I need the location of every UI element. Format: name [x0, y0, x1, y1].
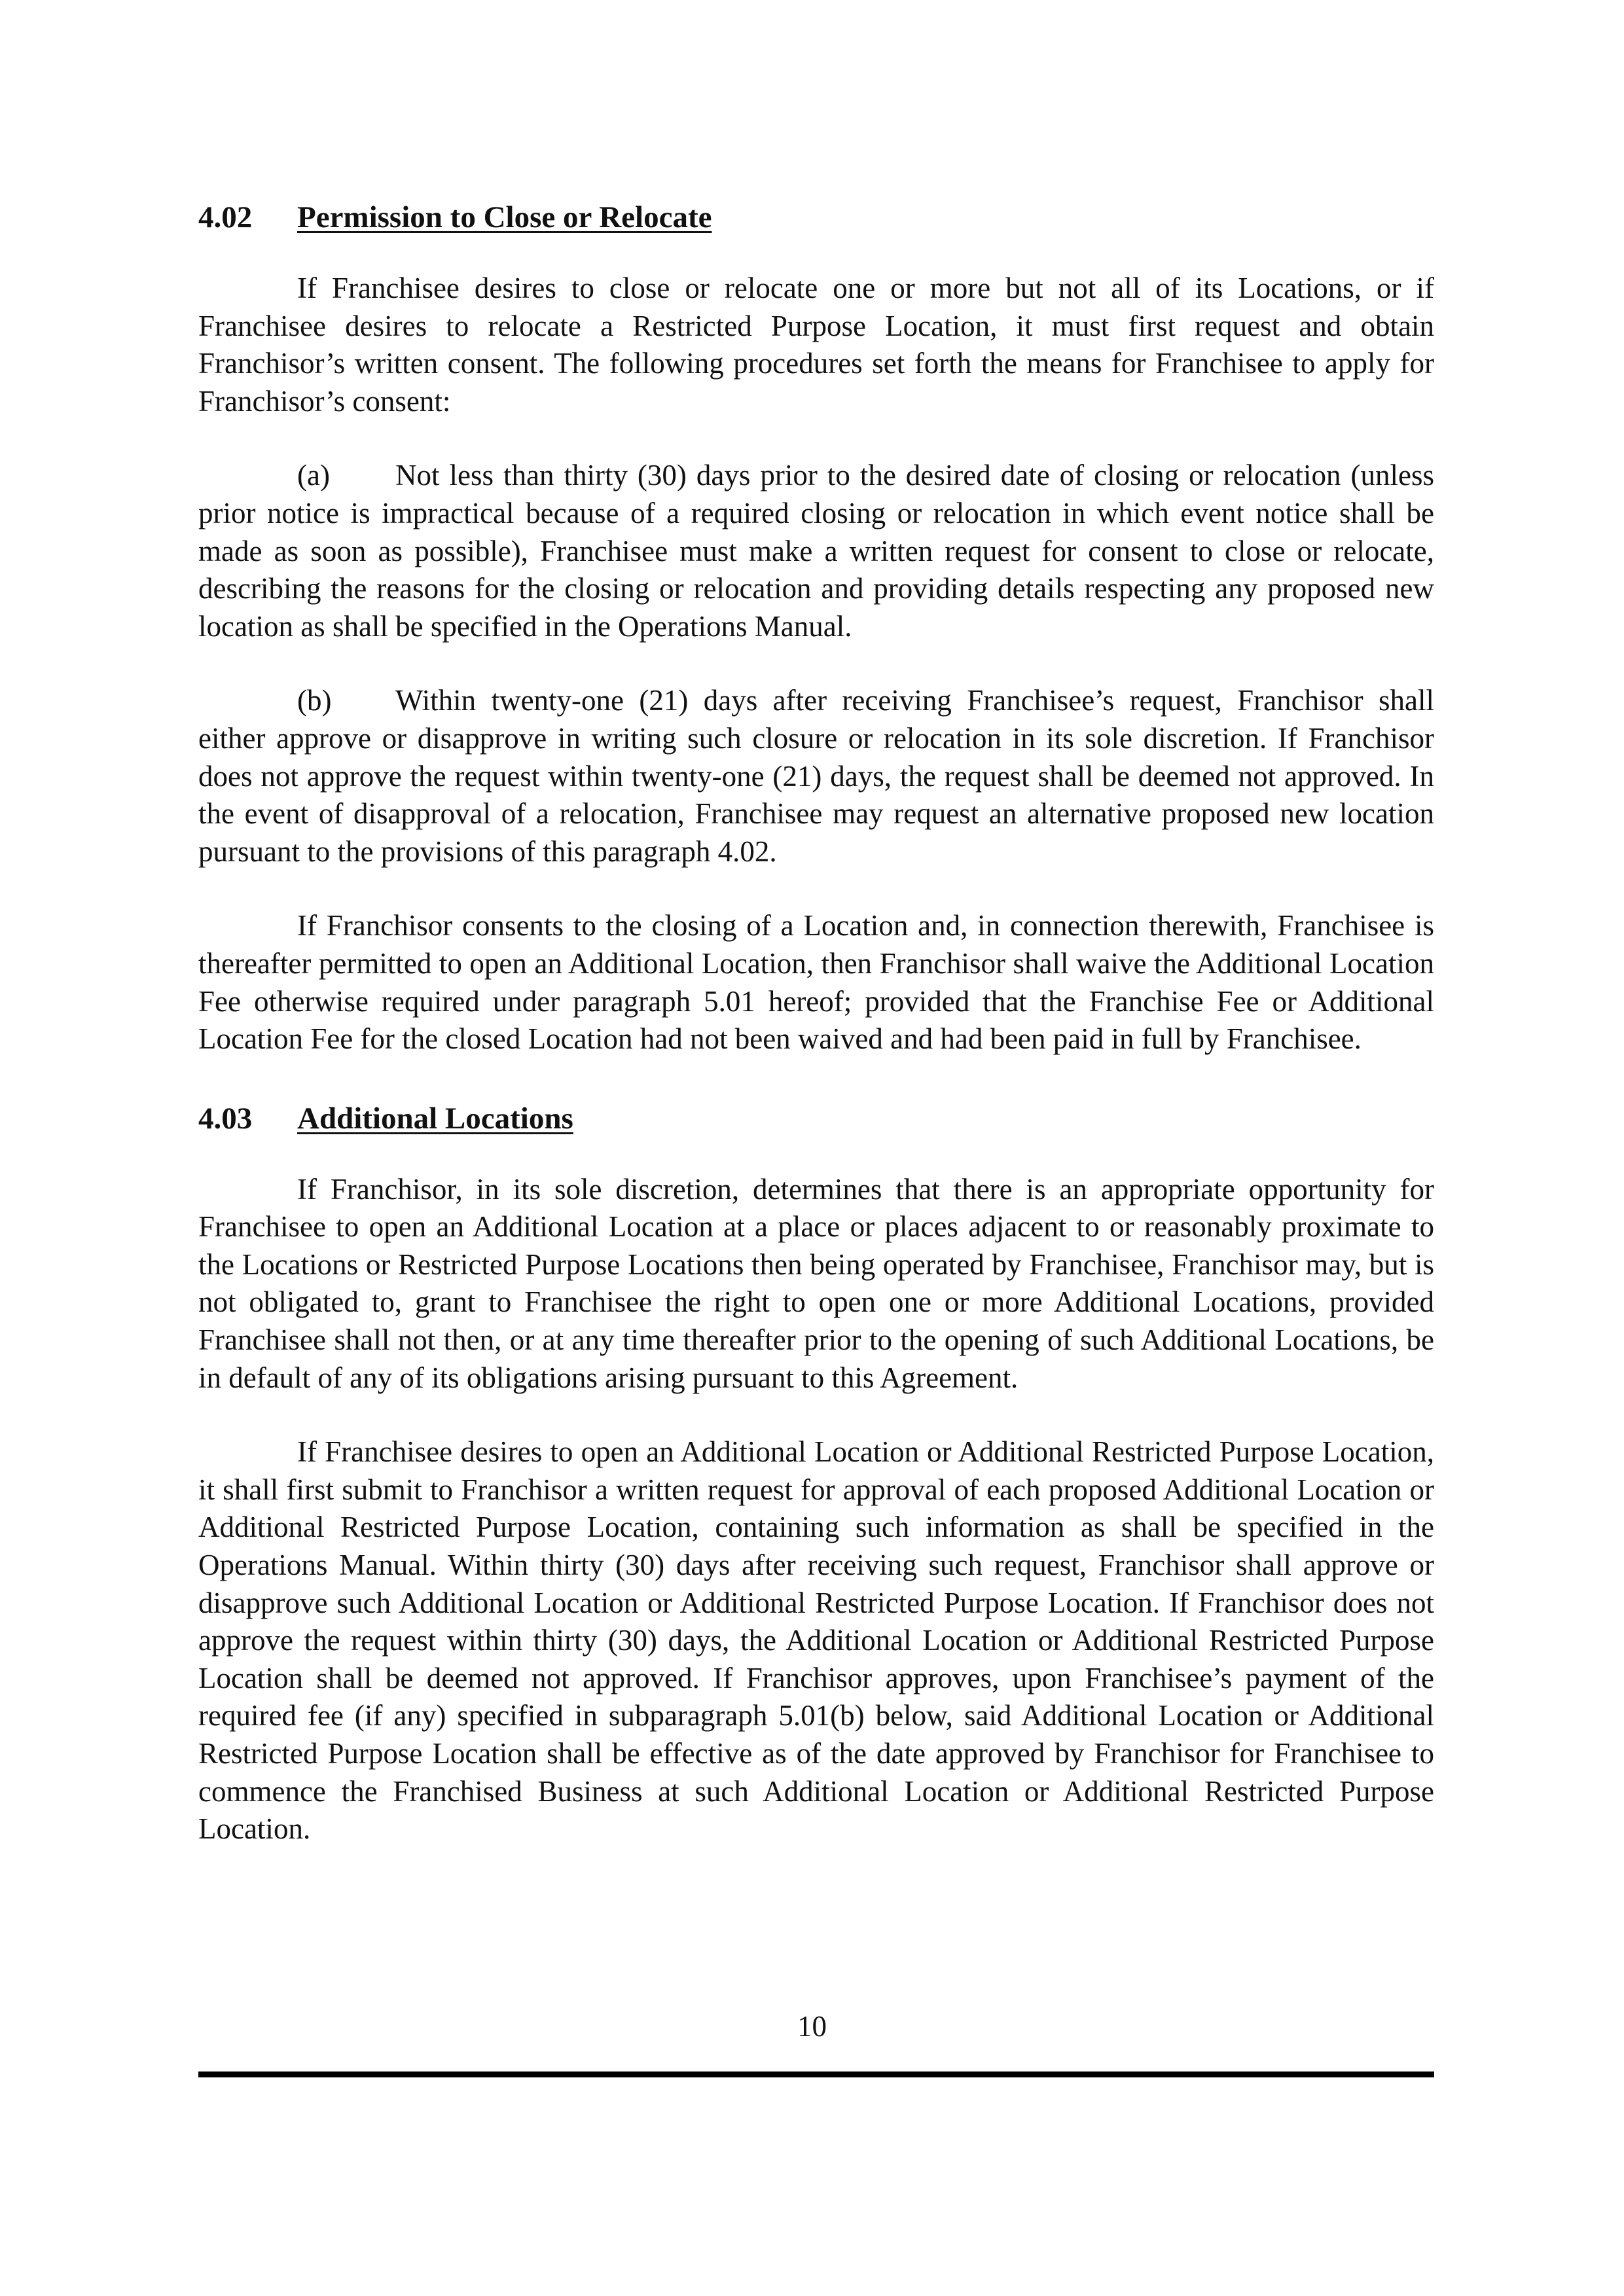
list-item-b — [198, 682, 1434, 870]
section-heading-4-02 — [198, 194, 1434, 241]
list-item-text: Within twenty-one (21) days after receiving Franchisee’s request, Franchisor shall either approve or disapprove in writing such closure or relocation in its sole discretion. If Franchisor does not approve the request within twenty-one (21) days, the request shall be deemed not approved. In the event of disapproval of a relocation, Franchisee may request an alternative proposed new location pursuant to the provisions of this paragraph 4.02. — [198, 684, 1434, 868]
list-item-text: Not less than thirty (30) days prior to the desired date of closing or relocation (unless prior notice is impractical because of a required closing or relocation in which event notice shall be made as soon as possible), Franchisee must make a written request for consent to close or relocate, describing the reasons for the closing or relocation and providing details respecting any proposed new location as shall be specified in the Operations Manual. — [198, 459, 1434, 643]
section-title: Additional Locations — [297, 1101, 573, 1136]
section-number: 4.02 — [198, 200, 253, 234]
footer-rule — [198, 2072, 1434, 2077]
list-item-label: (b) — [297, 684, 332, 717]
list-item-a — [198, 457, 1434, 645]
list-item-label: (a) — [297, 459, 330, 492]
paragraph: If Franchisee desires to open an Additional Location or Additional Restricted Purpose Location, it shall first submit to Franchisor a written request for approval of each proposed Additional Location or Additional Restricted Purpose Location, containing such information as shall be specified in the Operations Manual. Within thirty (30) days after receiving such request, Franchisor shall approve or disapprove such Additional Location or Additional Restricted Purpose Location. If Franchisor does not approve the request within thirty (30) days, the Additional Location or Additional Restricted Purpose Location shall be deemed not approved. If Franchisor approves, upon Franchisee’s payment of the required fee (if any) specified in subparagraph 5.01(b) below, said Additional Location or Additional Restricted Purpose Location shall be effective as of the date approved by Franchisor for Franchisee to commence the Franchised Business at such Additional Location or Additional Restricted Purpose Location. — [198, 1435, 1434, 1846]
section-number: 4.03 — [198, 1101, 253, 1136]
paragraph: If Franchisee desires to close or relocate one or more but not all of its Locations, or if Franchisee desires to relocate a Restricted Purpose Location, it must first request and obtain Franchisor’s written consent. The following procedures set forth the means for Franchisee to apply for Franchisor’s consent: — [198, 272, 1434, 418]
paragraph: If Franchisor consents to the closing of a Location and, in connection therewith, Franchisee is thereafter permitted to open an Additional Location, then Franchisor shall waive the Additional Location Fee otherwise required under paragraph 5.01 hereof; provided that the Franchise Fee or Additional Location Fee for the closed Location had not been waived and had been paid in full by Franchisee. — [198, 909, 1434, 1056]
document-page — [198, 194, 1434, 1885]
section-heading-4-03 — [198, 1095, 1434, 1142]
section-title: Permission to Close or Relocate — [297, 200, 712, 234]
page-number: 10 — [797, 2010, 827, 2043]
paragraph: If Franchisor, in its sole discretion, determines that there is an appropriate opportunity for Franchisee to open an Additional Location at a place or places adjacent to or reasonably proximate to the Locations or Restricted Purpose Locations then being operated by Franchisee, Franchisor may, but is not obligated to, grant to Franchisee the right to open one or more Additional Locations, provided Franchisee shall not then, or at any time thereafter prior to the opening of such Additional Locations, be in default of any of its obligations arising pursuant to this Agreement. — [198, 1172, 1434, 1394]
